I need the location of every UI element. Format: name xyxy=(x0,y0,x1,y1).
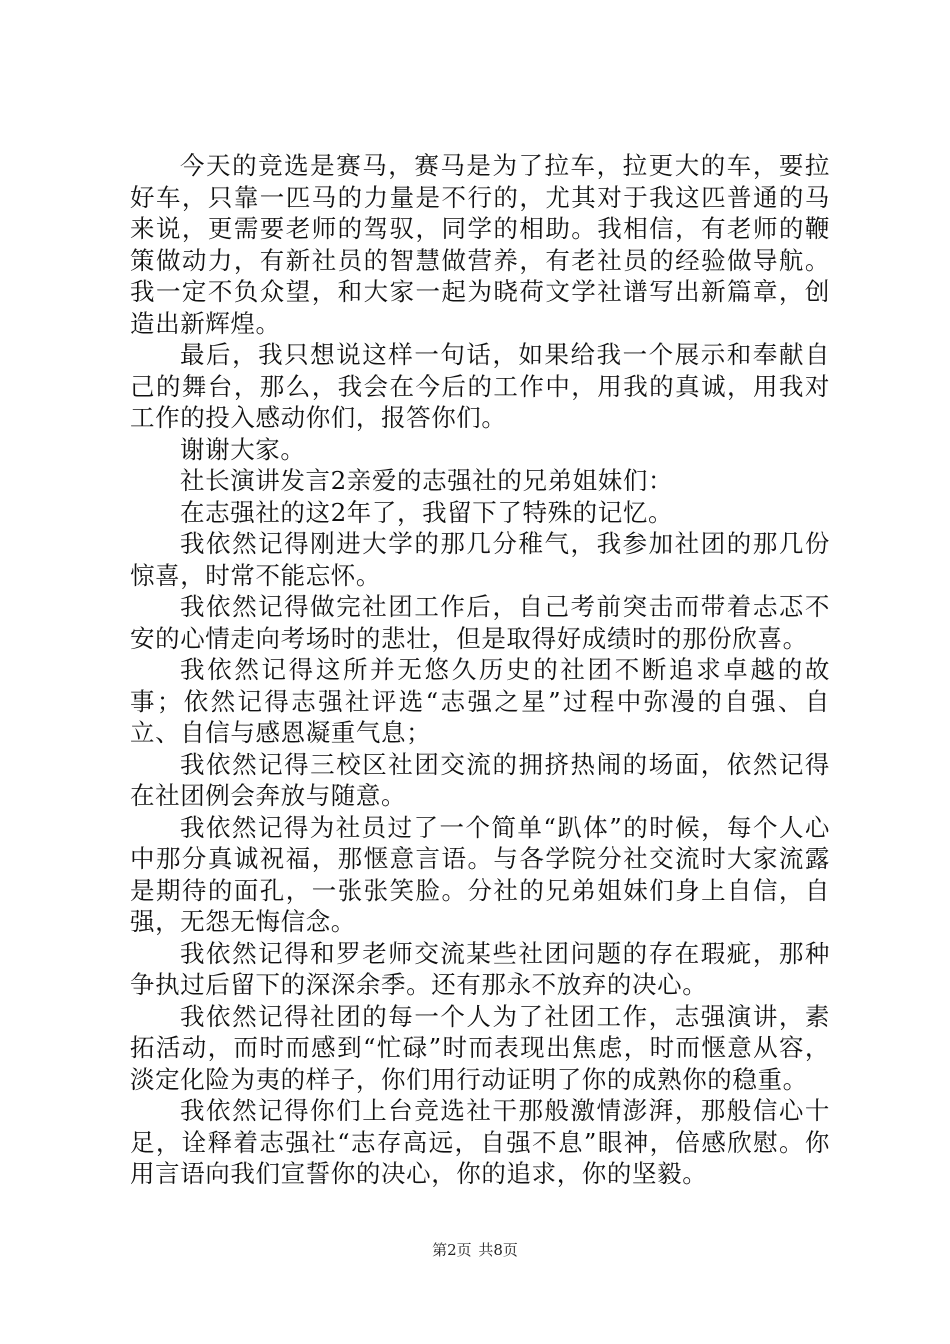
paragraph: 我依然记得刚进大学的那几分稚气，我参加社团的那几份惊喜，时常不能忘怀。 xyxy=(130,529,830,590)
paragraph: 我依然记得你们上台竞选社干那般激情澎湃，那般信心十足，诠释着志强社“志存高远，自强不息”眼神，倍感欣慰。你用言语向我们宣誓你的决心，你的追求，你的坚毅。 xyxy=(130,1096,830,1188)
page-total: 共8页 xyxy=(478,1241,518,1259)
paragraph: 在志强社的这2年了，我留下了特殊的记忆。 xyxy=(180,497,674,527)
paragraph: 我依然记得为社员过了一个简单“趴体”的时候，每个人心中那分真诚祝福，那惬意言语。与各学院分社交流时大家流露是期待的面孔，一张张笑脸。分社的兄弟姐妹们身上自信，自强，无怨无悔信念。 xyxy=(130,812,830,936)
paragraph: 我依然记得和罗老师交流某些社团问题的存在瑕疵，那种争执过后留下的深深余季。还有那永不放弃的决心。 xyxy=(130,938,830,999)
paragraph: 今天的竞选是赛马，赛马是为了拉车，拉更大的车，要拉好车，只靠一匹马的力量是不行的，尤其对于我这匹普通的马来说，更需要老师的驾驭，同学的相助。我相信，有老师的鞭策做动力，有新社员的智慧做营养，有老社员的经验做导航。我一定不负众望，和大家一起为晓荷文学社谱写出新篇章，创造出新辉煌。 xyxy=(130,151,830,338)
paragraph: 我依然记得做完社团工作后，自己考前突击而带着忐忑不安的心情走向考场时的悲壮，但是取得好成绩时的那份欣喜。 xyxy=(130,592,830,653)
paragraph: 我依然记得三校区社团交流的拥挤热闹的场面，依然记得在社团例会奔放与随意。 xyxy=(130,749,830,810)
paragraph: 最后，我只想说这样一句话，如果给我一个展示和奉献自己的舞台，那么，我会在今后的工作中，用我的真诚，用我对工作的投入感动你们，报答你们。 xyxy=(130,340,830,432)
page-footer xyxy=(0,1240,950,1260)
page-number: 第2页 xyxy=(432,1241,472,1259)
paragraph: 我依然记得这所并无悠久历史的社团不断追求卓越的故事；依然记得志强社评选“志强之星”过程中弥漫的自强、自立、自信与感恩凝重气息； xyxy=(130,655,830,747)
document-body xyxy=(130,150,830,1190)
paragraph: 我依然记得社团的每一个人为了社团工作，志强演讲，素拓活动，而时而感到“忙碌”时而表现出焦虑，时而惬意从容，淡定化险为夷的样子，你们用行动证明了你的成熟你的稳重。 xyxy=(130,1001,830,1094)
paragraph: 社长演讲发言2亲爱的志强社的兄弟姐妹们： xyxy=(180,466,674,495)
paragraph: 谢谢大家。 xyxy=(180,434,306,464)
